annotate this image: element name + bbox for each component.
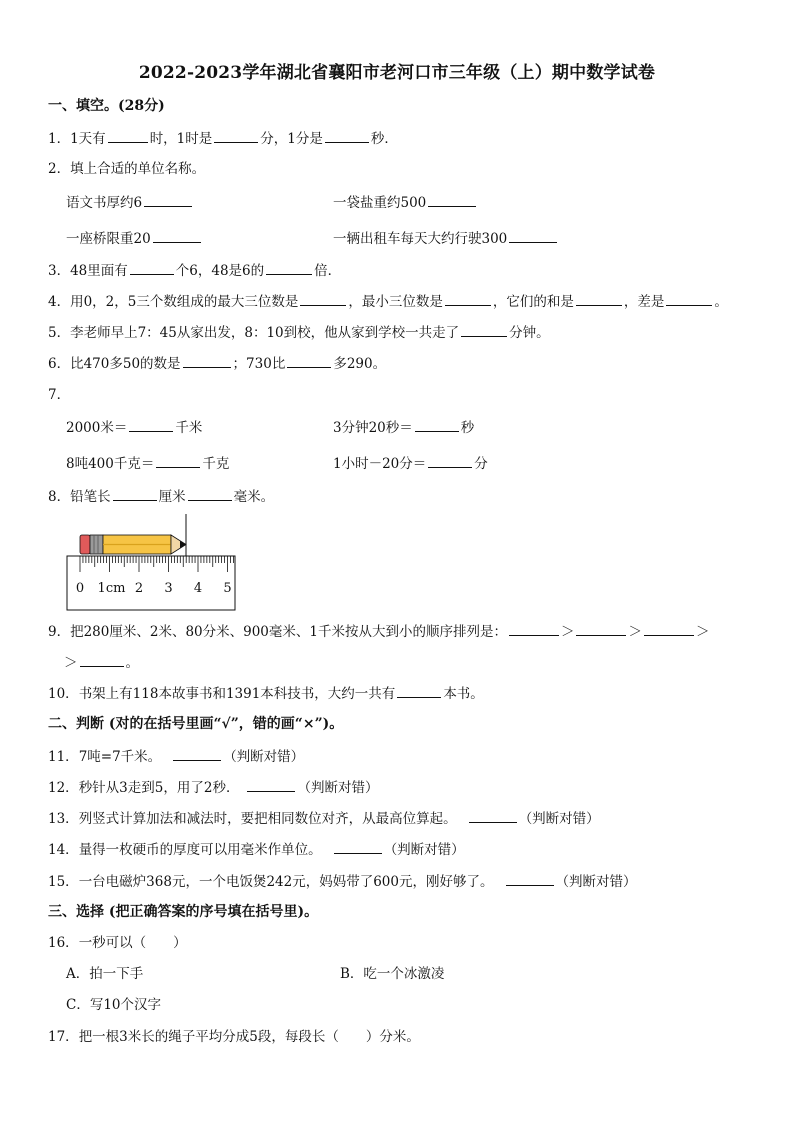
option-b[interactable]: B．吃一个冰激凌: [340, 966, 445, 982]
answer-blank[interactable]: [644, 621, 694, 636]
question-text: 一袋盐重约500: [333, 195, 427, 211]
question-text: 书架上有118本故事书和1391本科技书，大约一共有: [78, 686, 396, 702]
answer-blank[interactable]: [461, 322, 507, 337]
question-text: 7吨=7千米。: [78, 749, 162, 765]
question-text: 秒针从3走到5，用了2秒．: [78, 780, 240, 796]
question-7-item-4: [333, 453, 488, 474]
question-text: 千米: [175, 420, 203, 436]
question-number: 6．: [48, 356, 71, 372]
question-16: [48, 933, 187, 953]
question-text: ，最小三位数是: [348, 294, 443, 310]
pencil-ruler-figure: [66, 512, 238, 614]
answer-blank[interactable]: [156, 453, 200, 468]
answer-blank[interactable]: [666, 291, 712, 306]
question-text: ；730比: [232, 356, 286, 372]
question-7-item-1: [66, 417, 202, 438]
greater-sign: ＞: [560, 624, 575, 640]
answer-blank[interactable]: [428, 453, 472, 468]
section-multiple-choice: 三、选择 (把正确答案的序号填在括号里)。: [48, 904, 319, 920]
answer-blank[interactable]: [397, 683, 441, 698]
question-text: 分: [474, 456, 488, 472]
answer-blank[interactable]: [325, 128, 369, 143]
answer-blank[interactable]: [130, 260, 174, 275]
question-text: 秒: [460, 420, 475, 436]
option-c[interactable]: C．写10个汉字: [66, 997, 162, 1013]
answer-blank[interactable]: [80, 652, 124, 667]
question-text: 量得一枚硬币的厚度可以用毫米作单位。: [78, 842, 322, 858]
question-15: [48, 871, 637, 892]
question-7-item-3: [66, 453, 229, 474]
question-text: 个6，48是6的: [175, 263, 265, 279]
question-2-item-2: [333, 192, 478, 213]
question-number: 15．: [48, 874, 79, 890]
question-text: 多290。: [333, 356, 387, 372]
question-number: 7．: [48, 387, 71, 403]
ruler-label: 2: [134, 581, 144, 596]
question-text: 用0，2，5三个数组成的最大三位数是: [70, 294, 299, 310]
question-3: [48, 260, 341, 281]
section-fill-blank: 一、填空。(28分): [48, 98, 165, 114]
question-text: 毫米。: [233, 489, 275, 505]
question-14: [48, 839, 465, 860]
question-7: [48, 385, 70, 405]
question-4: [48, 291, 728, 312]
question-text: 一辆出租车每天大约行驶300: [333, 231, 508, 247]
judge-tag: （判断对错）: [518, 811, 600, 827]
ruler-label: 0: [75, 581, 85, 596]
question-text: 厘米: [158, 489, 186, 505]
question-13: [48, 808, 600, 829]
answer-blank[interactable]: [129, 417, 173, 432]
question-9-continued: [64, 652, 139, 673]
question-text: 时，1时是: [149, 131, 213, 147]
question-1: [48, 128, 398, 149]
answer-blank[interactable]: [415, 417, 459, 432]
answer-blank[interactable]: [287, 353, 331, 368]
greater-sign: ＞: [628, 624, 642, 640]
question-text: 一秒可以（ ）: [78, 935, 187, 951]
question-text: 一座桥限重20: [66, 231, 151, 247]
question-7-item-2: [333, 417, 474, 438]
question-text: 语文书厚约6: [66, 195, 143, 211]
question-number: 1．: [48, 131, 71, 147]
ruler-label: 1cm: [97, 581, 126, 596]
question-number: 4．: [48, 294, 71, 310]
answer-blank[interactable]: [188, 486, 232, 501]
judge-tag: （判断对错）: [555, 874, 637, 890]
pencil-icon: [80, 535, 186, 554]
question-text: 本书。: [443, 686, 484, 702]
answer-blank[interactable]: [445, 291, 491, 306]
ruler-label: 4: [193, 581, 203, 596]
answer-blank[interactable]: [108, 128, 148, 143]
page-title: 2022-2023学年湖北省襄阳市老河口市三年级（上）期中数学试卷: [138, 63, 656, 83]
question-9: [48, 621, 709, 642]
question-number: 12．: [48, 780, 79, 796]
question-text: 把一根3米长的绳子平均分成5段，每段长（ ）分米。: [78, 1029, 420, 1045]
answer-blank[interactable]: [469, 808, 517, 823]
greater-sign: ＞: [64, 655, 78, 671]
question-number: 9．: [48, 624, 71, 640]
question-text: 一台电磁炉368元，一个电饭煲242元，妈妈带了600元，刚好够了。: [78, 874, 494, 890]
question-text: 分，1分是: [260, 131, 323, 147]
answer-blank[interactable]: [266, 260, 312, 275]
question-2: [48, 159, 205, 179]
answer-blank[interactable]: [183, 353, 231, 368]
question-8: [48, 486, 274, 507]
question-text: 。: [125, 655, 139, 671]
question-2-item-4: [333, 228, 559, 249]
answer-blank[interactable]: [428, 192, 476, 207]
answer-blank[interactable]: [506, 871, 554, 886]
greater-sign: ＞: [695, 624, 710, 640]
question-text: 。: [714, 294, 728, 310]
answer-blank[interactable]: [144, 192, 192, 207]
question-17: [48, 1027, 420, 1047]
answer-blank[interactable]: [509, 228, 557, 243]
question-number: 3．: [48, 263, 71, 279]
question-text: 48里面有: [70, 263, 128, 279]
answer-blank[interactable]: [173, 746, 221, 761]
question-12: [48, 777, 378, 798]
section-true-false: 二、判断 (对的在括号里画“√”，错的画“×”)。: [48, 716, 344, 732]
question-text: 千克: [202, 456, 230, 472]
ruler-label: 5: [223, 581, 232, 596]
question-text: 把280厘米、2米、80分米、900毫米、1千米按从大到小的顺序排列是：: [70, 624, 507, 640]
answer-blank[interactable]: [300, 291, 346, 306]
question-5: [48, 322, 550, 343]
question-text: 比470多50的数是: [70, 356, 181, 372]
question-number: 16．: [48, 935, 79, 951]
question-text: 2000米＝: [66, 420, 128, 436]
answer-blank[interactable]: [509, 621, 559, 636]
question-text: 列竖式计算加法和减法时，要把相同数位对齐，从最高位算起。: [78, 811, 457, 827]
question-text: ，差是: [623, 294, 665, 310]
question-number: 17．: [48, 1029, 79, 1045]
question-text: 填上合适的单位名称。: [70, 161, 206, 177]
answer-blank[interactable]: [153, 228, 201, 243]
ruler-label: 3: [164, 581, 173, 596]
answer-blank[interactable]: [576, 291, 622, 306]
answer-blank[interactable]: [334, 839, 382, 854]
question-text: 3分钟20秒＝: [333, 420, 413, 436]
judge-tag: （判断对错）: [297, 780, 379, 796]
question-number: 13．: [48, 811, 79, 827]
question-text: 1小时－20分＝: [333, 456, 427, 472]
question-number: 5．: [48, 325, 71, 341]
question-number: 2．: [48, 161, 71, 177]
question-number: 14．: [48, 842, 79, 858]
question-text: ，它们的和是: [492, 294, 574, 310]
option-a[interactable]: A．拍一下手: [66, 966, 144, 982]
question-number: 8．: [48, 489, 71, 505]
question-2-item-1: [66, 192, 194, 213]
question-text: 1天有: [70, 131, 106, 147]
judge-tag: （判断对错）: [223, 749, 305, 765]
answer-blank[interactable]: [247, 777, 295, 792]
question-text: 倍．: [314, 263, 342, 279]
question-6: [48, 353, 386, 374]
question-text: 分钟。: [509, 325, 550, 341]
answer-blank[interactable]: [113, 486, 157, 501]
question-number: 10．: [48, 686, 79, 702]
question-11: [48, 746, 304, 767]
question-2-item-3: [66, 228, 203, 249]
question-text: 秒．: [370, 131, 398, 147]
answer-blank[interactable]: [214, 128, 258, 143]
question-text: 8吨400千克＝: [66, 456, 155, 472]
question-text: 李老师早上7：45从家出发，8：10到校，他从家到学校一共走了: [70, 325, 460, 341]
ruler: [67, 556, 235, 610]
question-10: [48, 683, 484, 704]
question-number: 11．: [48, 749, 79, 765]
judge-tag: （判断对错）: [383, 842, 465, 858]
question-text: 铅笔长: [70, 489, 111, 505]
answer-blank[interactable]: [576, 621, 626, 636]
